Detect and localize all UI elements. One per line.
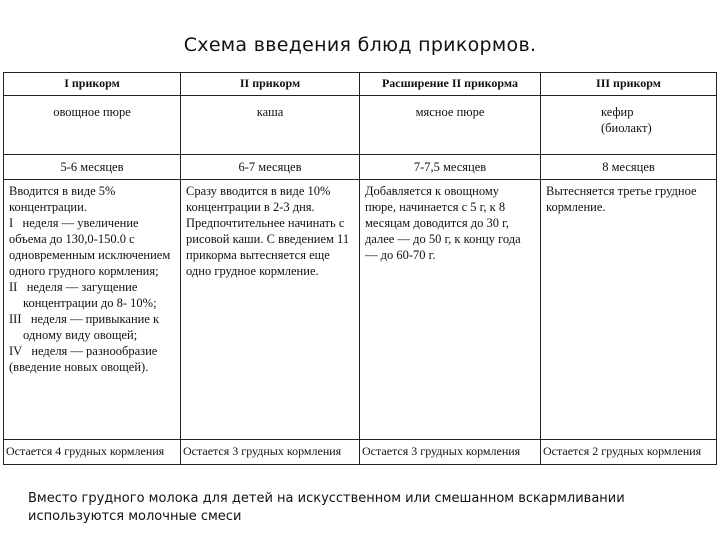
description-line: одному виду овощей;: [23, 328, 138, 342]
header-cell: Расширение II прикорма: [360, 73, 541, 96]
description-line: IV неделя — разнообразие: [9, 344, 158, 358]
feedings-cell: Остается 2 грудных кормления: [541, 440, 717, 465]
page-title: Схема введения блюд прикормов.: [183, 34, 537, 56]
header-row: [4, 73, 717, 96]
feedings-cell: Остается 3 грудных кормления: [181, 440, 360, 465]
description-line: кормление.: [546, 200, 606, 214]
header-cell: I прикорм: [4, 73, 181, 96]
age-row: [4, 155, 717, 180]
feedings-cell: Остается 4 грудных кормления: [4, 440, 181, 465]
feedings-row: [4, 440, 717, 465]
header-cell: III прикорм: [541, 73, 717, 96]
description-line: концентрации до 8- 10%;: [23, 296, 157, 310]
age-cell: 6-7 месяцев: [181, 155, 360, 180]
description-line: III неделя — привыкание к: [9, 312, 160, 326]
food-row: [4, 96, 717, 155]
description-row: [4, 180, 717, 440]
description-line: Добавляется к овощному: [365, 184, 499, 198]
description-cell: [360, 180, 541, 440]
description-cell: [181, 180, 360, 440]
age-cell: 5-6 месяцев: [4, 155, 181, 180]
description-line: II неделя — загущение: [9, 280, 138, 294]
description-line: одновременным исключением: [9, 248, 171, 262]
description-line: одно грудное кормление.: [186, 264, 319, 278]
feeding-schedule-table: [3, 72, 717, 465]
description-line: концентрации в 2-3 дня.: [186, 200, 315, 214]
description-line: — до 60-70 г.: [365, 248, 436, 262]
description-cell: [4, 180, 181, 440]
description-line: Вводится в виде 5%: [9, 184, 116, 198]
food-cell: кефир (биолакт): [541, 96, 717, 155]
description-line: далее — до 50 г, к концу года: [365, 232, 521, 246]
description-line: объема до 130,0-150.0 с: [9, 232, 135, 246]
description-line: (введение новых овощей).: [9, 360, 149, 374]
description-line: I неделя — увеличение: [9, 216, 139, 230]
description-line: прикорма вытесняется еще: [186, 248, 330, 262]
header-cell: II прикорм: [181, 73, 360, 96]
footnote-text: Вместо грудного молока для детей на искусственном или смешанном вскармливании используются молочные смеси: [28, 491, 625, 524]
description-line: Сразу вводится в виде 10%: [186, 184, 331, 198]
food-cell: овощное пюре: [4, 96, 181, 155]
description-line: Предпочтительнее начинать с: [186, 216, 345, 230]
description-line: концентрации.: [9, 200, 87, 214]
description-line: месяцам доводится до 30 г,: [365, 216, 509, 230]
food-cell: каша: [181, 96, 360, 155]
age-cell: 7-7,5 месяцев: [360, 155, 541, 180]
food-cell: мясное пюре: [360, 96, 541, 155]
description-cell: [541, 180, 717, 440]
age-cell: 8 месяцев: [541, 155, 717, 180]
description-line: пюре, начинается с 5 г, к 8: [365, 200, 506, 214]
description-line: рисовой каши. С введением 11: [186, 232, 350, 246]
feedings-cell: Остается 3 грудных кормления: [360, 440, 541, 465]
description-line: Вытесняется третье грудное: [546, 184, 697, 198]
description-line: одного грудного кормления;: [9, 264, 159, 278]
